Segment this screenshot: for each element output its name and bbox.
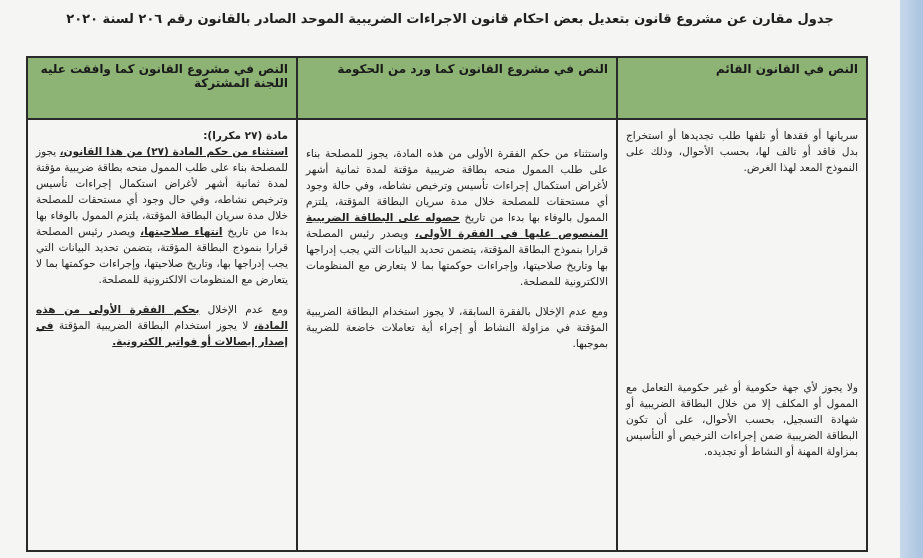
current-paragraph-1: سريانها أو فقدها أو تلفها طلب تجديدها أو استخراج بدل فاقد أو تالف لها، بحسب الأحوال، وذلك على النموذج المعد لهذا الغرض. bbox=[626, 130, 858, 174]
committee-article-number: مادة (٢٧ مكررا): bbox=[203, 130, 288, 142]
current-paragraph-2: ولا يجوز لأي جهة حكومية أو غير حكومية التعامل مع الممول أو المكلف إلا من خلال البطاقة الضريبية أو شهادة التسجيل، بحسب الأحوال، على أن تكون البطاقة الضريبية ضمن إجراءات الترخيص أو التأسيس بمزاولة المهنة أو النشاط أو تجديده. bbox=[626, 382, 858, 458]
committee-p1-emphasis-2: انتهاء صلاحيتها، bbox=[140, 226, 223, 238]
comparison-table bbox=[26, 56, 868, 552]
government-p1-emphasis: حصوله على البطاقة الضريبية المنصوص عليها في الفقرة الأولى، bbox=[306, 212, 608, 240]
committee-p2-emphasis: بحكم الفقرة الأولى من هذه المادة، bbox=[36, 304, 289, 332]
committee-paragraph-1 bbox=[36, 144, 288, 288]
government-p1-start: واستثناء من حكم الفقرة الأولى من هذه المادة، يجوز للمصلحة بناء على طلب الممول منحه بطاقة ضريبية مؤقتة لمدة ثمانية أشهر لأغراض استكمال إجراءات تأسيس وترخيص نشاطه، وفي حالة وجود أي مستحقات للمصلحة خلال مدة سريان البطاقة المؤقتة، يلتزم الممول بالوفاء بها بدءا من تاريخ bbox=[306, 148, 608, 224]
committee-p1-b: ويصدر رئيس المصلحة قرارا بنموذج البطاقة المؤقتة، يتضمن تحديد البيانات التي يجب إدراجها بها، وتاريخ صلاحيتها، وإجراءات حوكمتها بما لا يتعارض مع المنظومات الالكترونية للمصلحة. bbox=[36, 226, 288, 286]
table-body-row bbox=[27, 119, 867, 551]
header-committee-draft: النص في مشروع القانون كما وافقت عليه اللجنة المشتركة bbox=[27, 57, 297, 119]
header-current-law: النص في القانون القائم bbox=[617, 57, 867, 119]
committee-p1-a: يجوز للمصلحة بناء على طلب الممول منحه بطاقة ضريبية مؤقتة لمدة ثمانية أشهر لأغراض استكمال إجراءات تأسيس وترخيص نشاطه، وفي حال وجود أي مستحقات للمصلحة خلال مدة سريان البطاقة المؤقتة، يلتزم الممول بالوفاء بها بدءا من تاريخ bbox=[36, 146, 288, 238]
cell-current-law bbox=[617, 119, 867, 551]
government-paragraph-2: ومع عدم الإخلال بالفقرة السابقة، لا يجوز استخدام البطاقة الضريبية المؤقتة في مزاولة النشاط أو إجراء أية تعاملات خاضعة للضريبة بموجبها. bbox=[306, 306, 608, 350]
header-government-draft: النص في مشروع القانون كما ورد من الحكومة bbox=[297, 57, 617, 119]
document-title bbox=[40, 10, 860, 30]
committee-p2-emphasis-2: في إصدار إيصالات أو فواتير الكترونية. bbox=[36, 320, 288, 348]
cell-government-draft bbox=[297, 119, 617, 551]
table-header-row bbox=[27, 57, 867, 119]
committee-paragraph-2 bbox=[36, 302, 288, 350]
committee-p2-b: لا يجوز استخدام البطاقة الضريبية المؤقتة bbox=[59, 320, 249, 332]
government-paragraph-1 bbox=[306, 146, 608, 290]
window-edge bbox=[900, 0, 923, 558]
committee-p1-emphasis: استثناء من حكم المادة (٢٧) من هذا القانون، bbox=[59, 146, 289, 158]
document-title-line: جدول مقارن عن مشروع قانون بتعديل بعض احكام قانون الاجراءات الضريبية الموحد الصادر بالقانون رقم ٢٠٦ لسنة ٢٠٢٠ bbox=[66, 12, 834, 27]
government-p1-end: ويصدر رئيس المصلحة قرارا بنموذج البطاقة المؤقتة، يتضمن تحديد البيانات التي يجب إدراجها بها وتاريخ صلاحيتها، وإجراءات حوكمتها بما لا يتعارض مع المنظومات الالكترونية للمصلحة. bbox=[306, 228, 608, 288]
spacer bbox=[626, 190, 858, 380]
cell-committee-draft bbox=[27, 119, 297, 551]
spacer bbox=[306, 128, 608, 146]
committee-p2-a: ومع عدم الإخلال bbox=[207, 304, 288, 316]
